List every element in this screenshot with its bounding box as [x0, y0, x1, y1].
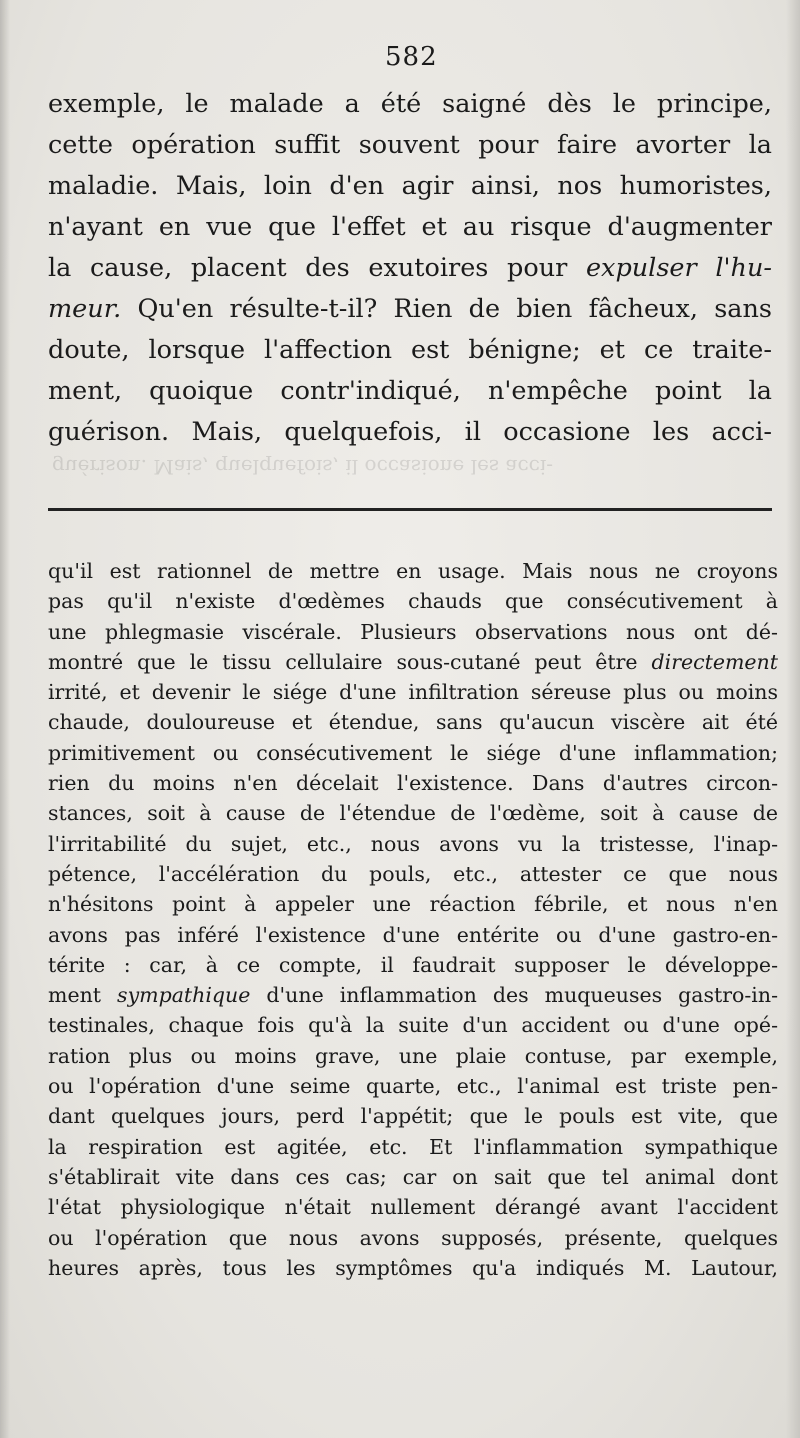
footnote-line: ration plus ou moins grave, une plaie contuse, par exemple, [48, 1043, 778, 1068]
main-text-block [48, 84, 772, 453]
footnote-line: une phlegmasie viscérale. Plusieurs observations nous ont dé- [48, 619, 778, 644]
page-edge-shadow-right [786, 0, 800, 1438]
footnote-line: l'état physiologique n'était nullement dérangé avant l'accident [48, 1195, 778, 1220]
italic-text: directement [651, 649, 778, 674]
footnote-line: pétence, l'accélération du pouls, etc., attester ce que nous [48, 861, 778, 886]
page-edge-shadow-left [0, 0, 10, 1438]
footnote-line: chaude, douloureuse et étendue, sans qu'aucun viscère ait été [48, 710, 778, 735]
footnote-line: ment sympathique d'une inflammation des muqueuses gastro-in- [48, 983, 778, 1008]
footnote-separator-rule [48, 508, 772, 511]
footnote-line: heures après, tous les symptômes qu'a indiqués M. Lautour, [48, 1255, 778, 1280]
footnote-line: stances, soit à cause de l'étendue de l'œdème, soit à cause de [48, 801, 778, 826]
footnote-line: s'établirait vite dans ces cas; car on sait que tel animal dont [48, 1164, 778, 1189]
footnote-line: testinales, chaque fois qu'à la suite d'un accident ou d'une opé- [48, 1013, 778, 1038]
footnote-line: n'hésitons point à appeler une réaction fébrile, et nous n'en [48, 892, 778, 917]
text-line: doute, lorsque l'affection est bénigne; et ce traite- [48, 335, 772, 365]
footnote-line: pas qu'il n'existe d'œdèmes chauds que consécutivement à [48, 589, 778, 614]
italic-text: expulser l'hu- [585, 253, 772, 283]
text-line: la cause, placent des exutoires pour expulser l'hu- [48, 253, 772, 283]
italic-text: sympathique [117, 983, 251, 1008]
text-line: ment, quoique contr'indiqué, n'empêche point la [48, 376, 772, 406]
footnote-line: montré que le tissu cellulaire sous-cutané peut être directement [48, 649, 778, 674]
text-line: guérison. Mais, quelquefois, il occasione les acci- [48, 417, 772, 447]
text-line: cette opération suffit souvent pour faire avorter la [48, 130, 772, 160]
footnote-line: ou l'opération que nous avons supposés, présente, quelques [48, 1225, 778, 1250]
footnote-line: avons pas inféré l'existence d'une entérite ou d'une gastro-en- [48, 922, 778, 947]
footnote-text-block [48, 556, 778, 1283]
bleed-through-text: guérison. Mais, quelquefois, il occasione les acci- [52, 455, 554, 479]
footnote-line: irrité, et devenir le siége d'une infiltration séreuse plus ou moins [48, 680, 778, 705]
text-line: n'ayant en vue que l'effet et au risque d'augmenter [48, 212, 772, 242]
footnote-line: primitivement ou consécutivement le siége d'une inflammation; [48, 740, 778, 765]
italic-text: meur. [48, 294, 122, 324]
page-number: 582 [385, 42, 438, 72]
footnote-line: rien du moins n'en décelait l'existence. Dans d'autres circon- [48, 771, 778, 796]
text-line: meur. Qu'en résulte-t-il? Rien de bien fâcheux, sans [48, 294, 772, 324]
footnote-line: dant quelques jours, perd l'appétit; que le pouls est vite, que [48, 1104, 778, 1129]
footnote-line: l'irritabilité du sujet, etc., nous avons vu la tristesse, l'inap- [48, 831, 778, 856]
footnote-line: ou l'opération d'une seime quarte, etc., l'animal est triste pen- [48, 1074, 778, 1099]
text-line: exemple, le malade a été saigné dès le principe, [48, 89, 772, 119]
footnote-line: qu'il est rationnel de mettre en usage. Mais nous ne croyons [48, 559, 778, 583]
footnote-line: térite : car, à ce compte, il faudrait supposer le développe- [48, 952, 778, 977]
text-line: maladie. Mais, loin d'en agir ainsi, nos humoristes, [48, 171, 772, 201]
footnote-line: la respiration est agitée, etc. Et l'inflammation sympathique [48, 1134, 778, 1159]
